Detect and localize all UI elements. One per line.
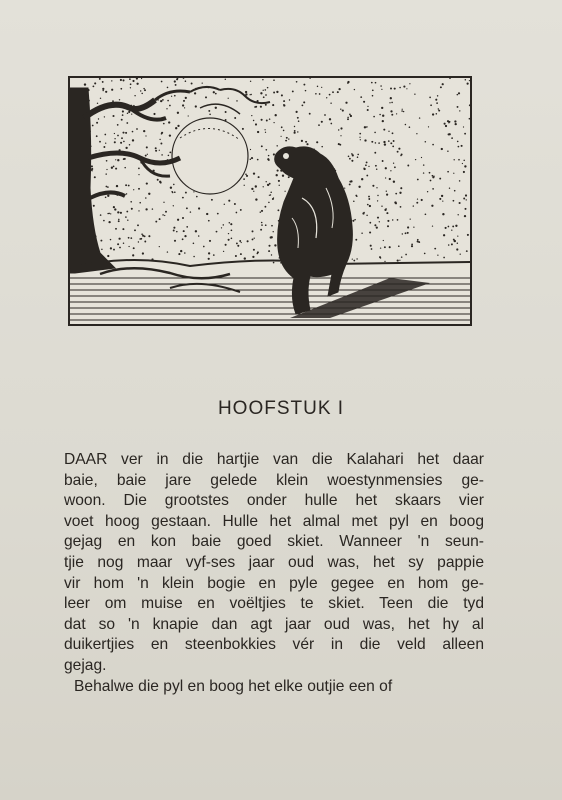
text-line: duikertjies en steenbokkies vér in die veld alleen — [64, 636, 484, 654]
bear-figure-icon — [275, 147, 353, 314]
text-line: DAAR ver in die hartjie van die Kalahari het daar — [64, 451, 484, 468]
text-line: voet hoog gestaan. Hulle het almal met pyl en boog — [64, 512, 484, 530]
text-line: vir hom 'n klein bogie en pyle gegee en hom ge- — [64, 574, 484, 592]
chapter-illustration — [68, 76, 472, 326]
text-line: woon. Die grootstes onder hulle het skaars vier — [64, 492, 484, 510]
text-line: Behalwe die pyl en boog het elke outjie een of — [74, 677, 393, 695]
text-line: leer om muise en voëltjies te skiet. Teen die tyd — [64, 595, 484, 613]
chapter-body-text — [64, 450, 484, 697]
text-line: dat so 'n knapie dan agt jaar oud was, het hy al — [64, 615, 484, 633]
text-line: baie, baie jare gelede klein woestynmensies ge- — [64, 471, 484, 489]
text-line: gejag. — [64, 656, 107, 674]
chapter-heading: HOOFSTUK I — [217, 398, 345, 419]
text-line: tjie nog maar vyf-ses jaar oud was, het sy pappie — [64, 553, 484, 571]
sun-icon — [172, 118, 248, 194]
text-line: gejag en kon baie goed skiet. Wanneer 'n seun- — [64, 533, 484, 551]
